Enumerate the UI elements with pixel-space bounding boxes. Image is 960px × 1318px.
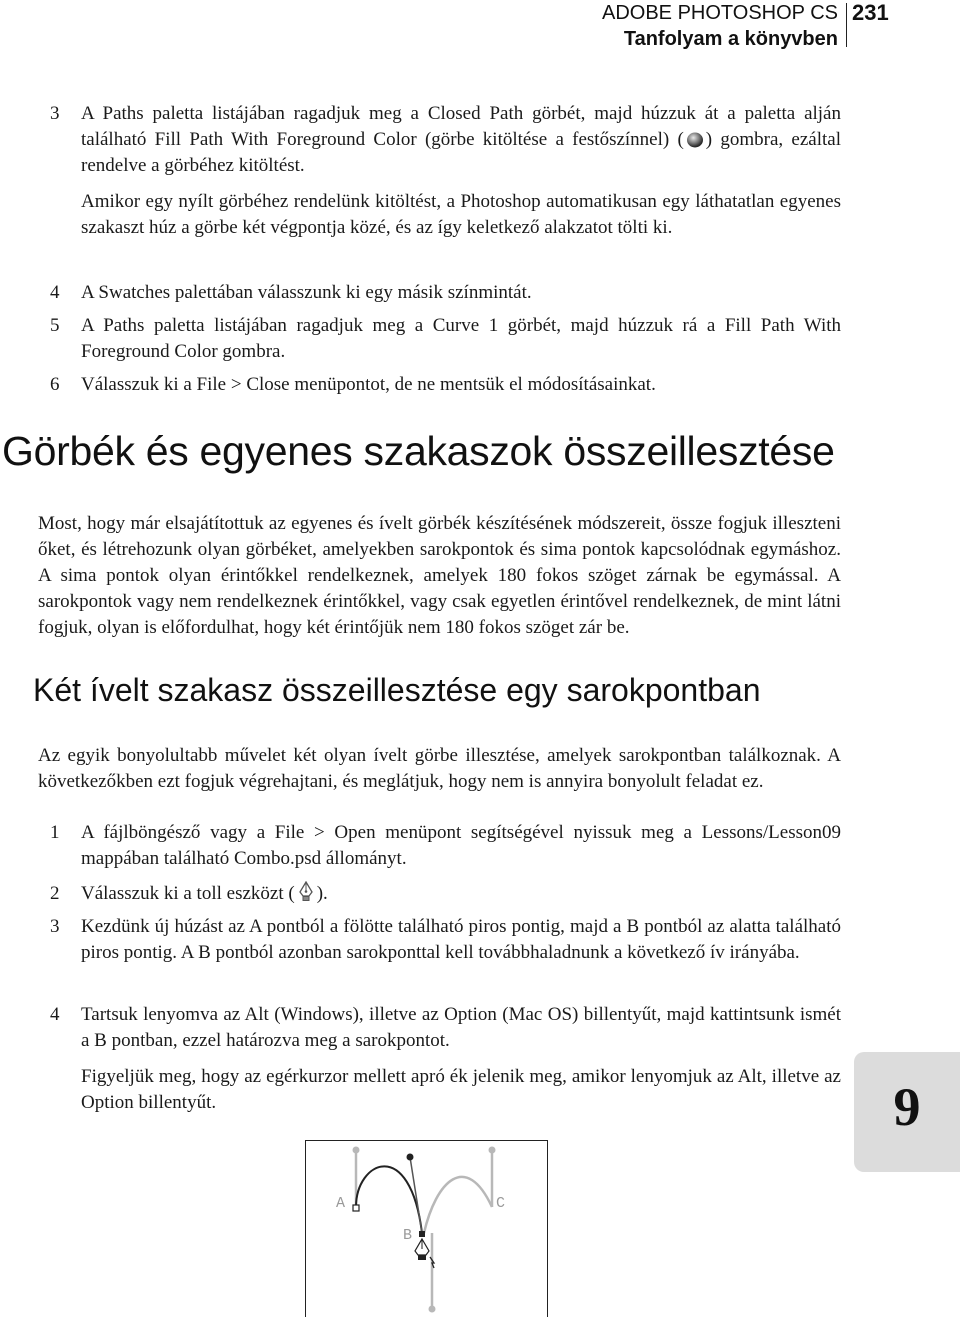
step-text: A fájlböngésző vagy a File > Open menüpont segítségével nyissuk meg a Lessons/Lesson09 mappában található Combo.psd állományt. (81, 822, 841, 869)
step-text (81, 881, 841, 907)
step-text: Tartsuk lenyomva az Alt (Windows), illetve az Option (Mac OS) billentyűt, majd kattintsunk ismét a B pontban, ezzel határozva meg a sarokpontot. (81, 1004, 841, 1051)
note-cursor: Figyeljük meg, hogy az egérkurzor mellett apró ék jelenik meg, amikor lenyomjuk az Alt, illetve az Option billentyűt. (81, 1066, 841, 1113)
handle-point (407, 1154, 414, 1161)
step-text: A Swatches palettában válasszunk ki egy másik színmintát. (81, 282, 532, 303)
fill-path-icon (684, 131, 706, 151)
page-header (0, 0, 960, 60)
chapter-tab (854, 1052, 960, 1172)
section-heading: Görbék és egyenes szakaszok összeillesztése (2, 428, 835, 474)
label-a: A (336, 1195, 346, 1212)
label-c: C (496, 1195, 506, 1212)
page-number: 231 (852, 0, 889, 25)
step-number: 3 (50, 103, 60, 124)
pen-path-figure (305, 1140, 548, 1317)
step-text: A Paths paletta listájában ragadjuk meg a Curve 1 görbét, majd húzzuk rá a Fill Path With Foreground Color gombra. (81, 315, 841, 362)
step-text-part: A Paths paletta listájában ragadjuk meg a Closed Path görbét, majd húzzuk át a paletta alján található Fill Path With Foreground Color (görbe kitöltése a festőszínnel) ( (81, 103, 841, 150)
planned-curve (424, 1177, 492, 1233)
anchor-b (419, 1231, 425, 1237)
header-subtitle: Tanfolyam a könyvben (623, 28, 838, 50)
step-number: 5 (50, 315, 60, 336)
header-divider (846, 3, 847, 47)
curve-illustration (306, 1141, 549, 1318)
step-number: 4 (50, 1004, 60, 1025)
label-b: B (403, 1227, 413, 1244)
step-number: 2 (50, 883, 60, 904)
step-number: 3 (50, 916, 60, 937)
subsection-heading: Két ívelt szakasz összeillesztése egy sarokpontban (33, 672, 761, 708)
handle-point (353, 1147, 360, 1154)
step-text-part: Válasszuk ki a toll eszközt ( (81, 883, 295, 904)
handle-point (489, 1147, 496, 1154)
handle-point (429, 1306, 436, 1313)
step-number: 1 (50, 822, 60, 843)
pen-tool-icon (295, 881, 317, 901)
step-text: Válasszuk ki a File > Close menüpontot, de ne mentsük el módosításainkat. (81, 374, 656, 395)
step-number: 4 (50, 282, 60, 303)
note-open-path: Amikor egy nyílt görbéhez rendelünk kitöltést, a Photoshop automatikusan egy láthatatlan egyenes szakaszt húz a görbe két végpontja közé, és az így keletkező alakzatot tölti ki. (81, 191, 841, 238)
step-text: Kezdünk új húzást az A pontból a fölötte található piros pontig, majd a B pontból az alatta található piros pontig. A B pontból azonban sarokponttal kell továbbhaladnunk a következő ív irányába. (81, 916, 841, 963)
step-text (81, 101, 841, 179)
step-number: 6 (50, 374, 60, 395)
step-text-part: ) gombra, ezáltal rendelve a görbéhez kitöltést. (81, 129, 841, 176)
subsection-body: Az egyik bonyolultabb művelet két olyan ívelt görbe illesztése, amelyek sarokpontban találkoznak. A következőkben ezt fogjuk végrehajtani, és meglátjuk, hogy nem is annyira bonyolult feladat ez. (38, 745, 841, 792)
step-text-part: ). (316, 883, 328, 904)
handle-line (410, 1157, 422, 1233)
anchor-a (353, 1205, 359, 1211)
drawn-curve (356, 1166, 422, 1233)
section-body: Most, hogy már elsajátítottuk az egyenes és ívelt görbék készítésének módszereit, össze fogjuk illeszteni őket, és létrehozunk olyan görbéket, amelyekben sarokpontok és sima pontok kapcsolódnak egymáshoz. A sima pontok olyan érintőkkel rendelkeznek, amelyek 180 fokos szöget zárnak be egymással. A sarokpontok vagy nem rendelkeznek érintőkkel, vagy csak egyetlen érintővel rendelkeznek, de mint látni fogjuk, olyan is előfordulhat, hogy két érintőjük nem 180 fokos szöget zár be. (38, 513, 841, 638)
chapter-number: 9 (893, 1077, 921, 1137)
header-title: ADOBE PHOTOSHOP CS (602, 2, 838, 24)
